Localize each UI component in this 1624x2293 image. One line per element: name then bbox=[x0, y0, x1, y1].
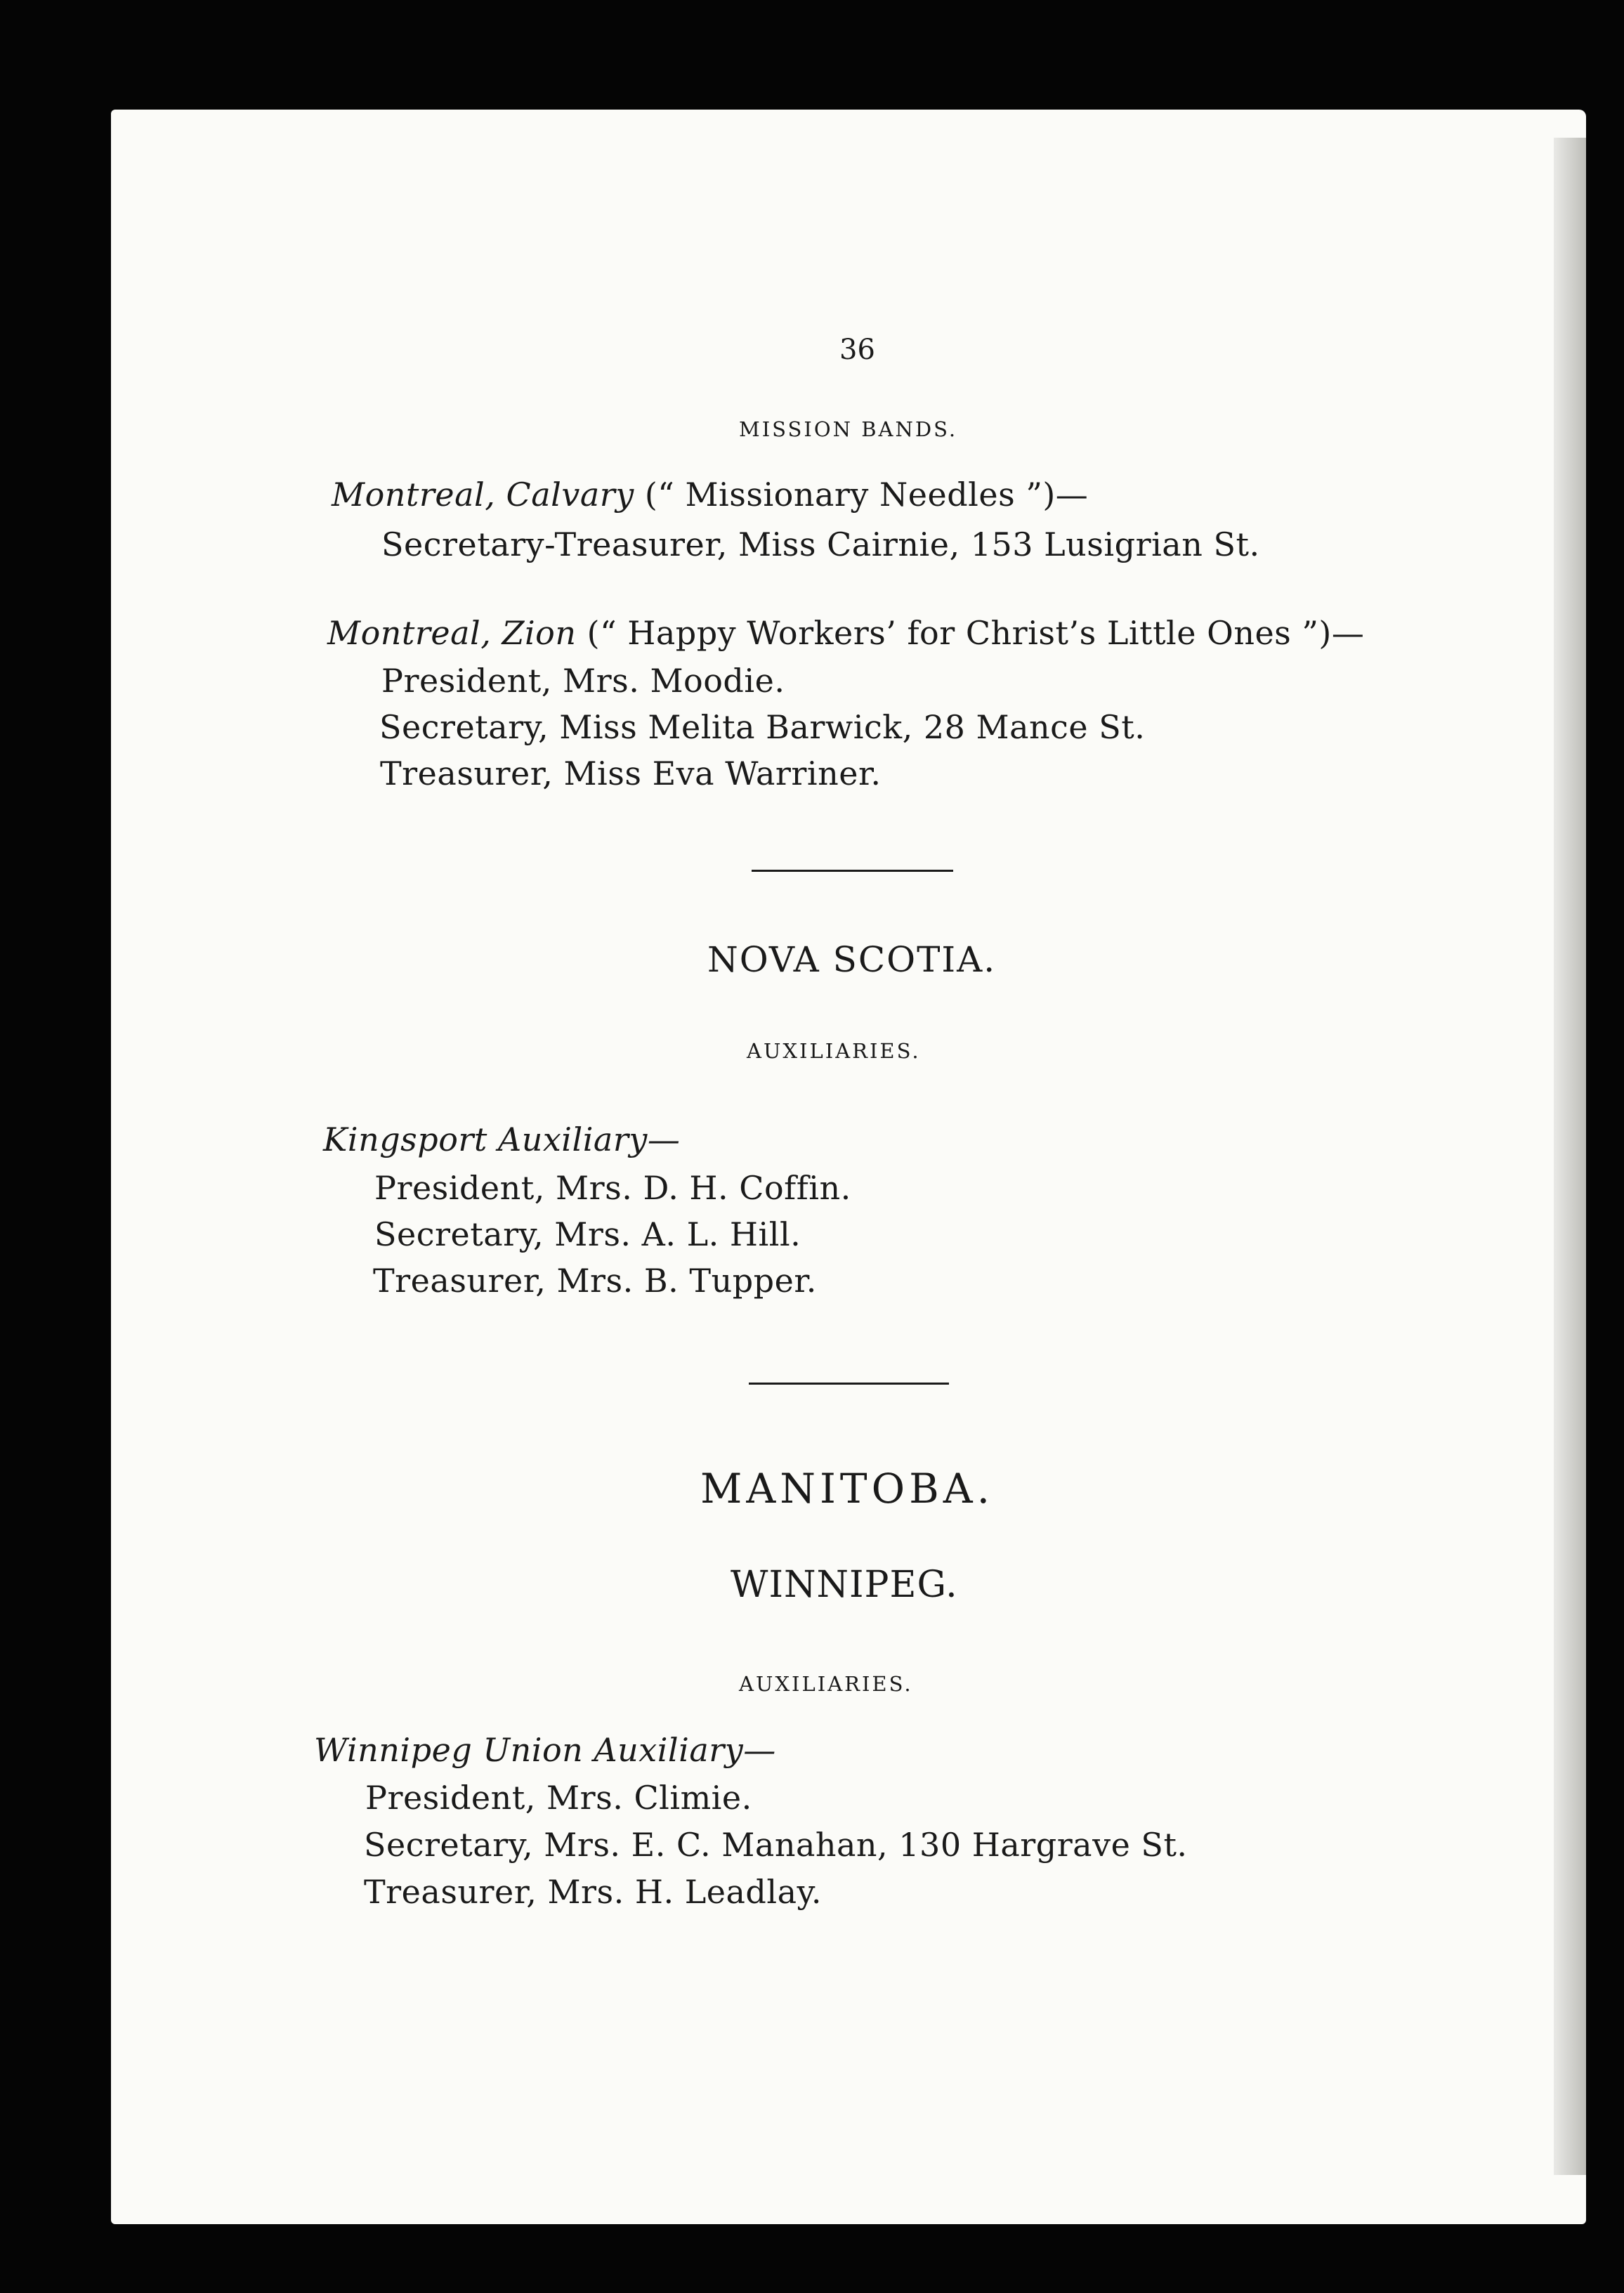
page-number: 36 bbox=[839, 334, 875, 366]
officer-line: Secretary, Mrs. E. C. Manahan, 130 Hargrave St. bbox=[364, 1826, 1188, 1864]
section-heading-mission-bands: MISSION BANDS. bbox=[739, 417, 958, 441]
city-title-winnipeg: WINNIPEG. bbox=[731, 1564, 958, 1606]
group-name-italic: Montreal, Zion bbox=[327, 614, 577, 652]
officer-line: Treasurer, Miss Eva Warriner. bbox=[380, 754, 882, 792]
group-name-winnipeg-union-auxiliary: Winnipeg Union Auxiliary— bbox=[314, 1731, 776, 1769]
officer-line: Secretary-Treasurer, Miss Cairnie, 153 Lusigrian St. bbox=[381, 525, 1260, 563]
subheading-auxiliaries: AUXILIARIES. bbox=[747, 1039, 921, 1063]
page-spine-shadow bbox=[1554, 138, 1586, 2175]
province-title-manitoba: MANITOBA. bbox=[700, 1465, 995, 1513]
section-divider bbox=[749, 1383, 949, 1385]
officer-line: Secretary, Miss Melita Barwick, 28 Mance St. bbox=[379, 708, 1146, 746]
group-name-montreal-zion bbox=[327, 614, 1364, 652]
group-name-kingsport-auxiliary: Kingsport Auxiliary— bbox=[323, 1121, 681, 1158]
officer-line: President, Mrs. D. H. Coffin. bbox=[374, 1169, 851, 1207]
officer-line: Treasurer, Mrs. B. Tupper. bbox=[373, 1262, 817, 1300]
officer-line: President, Mrs. Climie. bbox=[365, 1779, 752, 1817]
officer-line: Secretary, Mrs. A. L. Hill. bbox=[374, 1215, 801, 1253]
officer-line: Treasurer, Mrs. H. Leadlay. bbox=[364, 1873, 823, 1911]
province-title-nova-scotia: NOVA SCOTIA. bbox=[707, 939, 997, 980]
group-name-montreal-calvary bbox=[332, 476, 1088, 514]
group-name-rest: (“ Happy Workers’ for Christ’s Little Ones ”)— bbox=[576, 614, 1365, 652]
subheading-auxiliaries: AUXILIARIES. bbox=[739, 1672, 913, 1696]
officer-line: President, Mrs. Moodie. bbox=[381, 662, 785, 700]
group-name-rest: (“ Missionary Needles ”)— bbox=[634, 476, 1089, 514]
group-name-italic: Montreal, Calvary bbox=[332, 476, 634, 514]
section-divider bbox=[752, 870, 953, 872]
